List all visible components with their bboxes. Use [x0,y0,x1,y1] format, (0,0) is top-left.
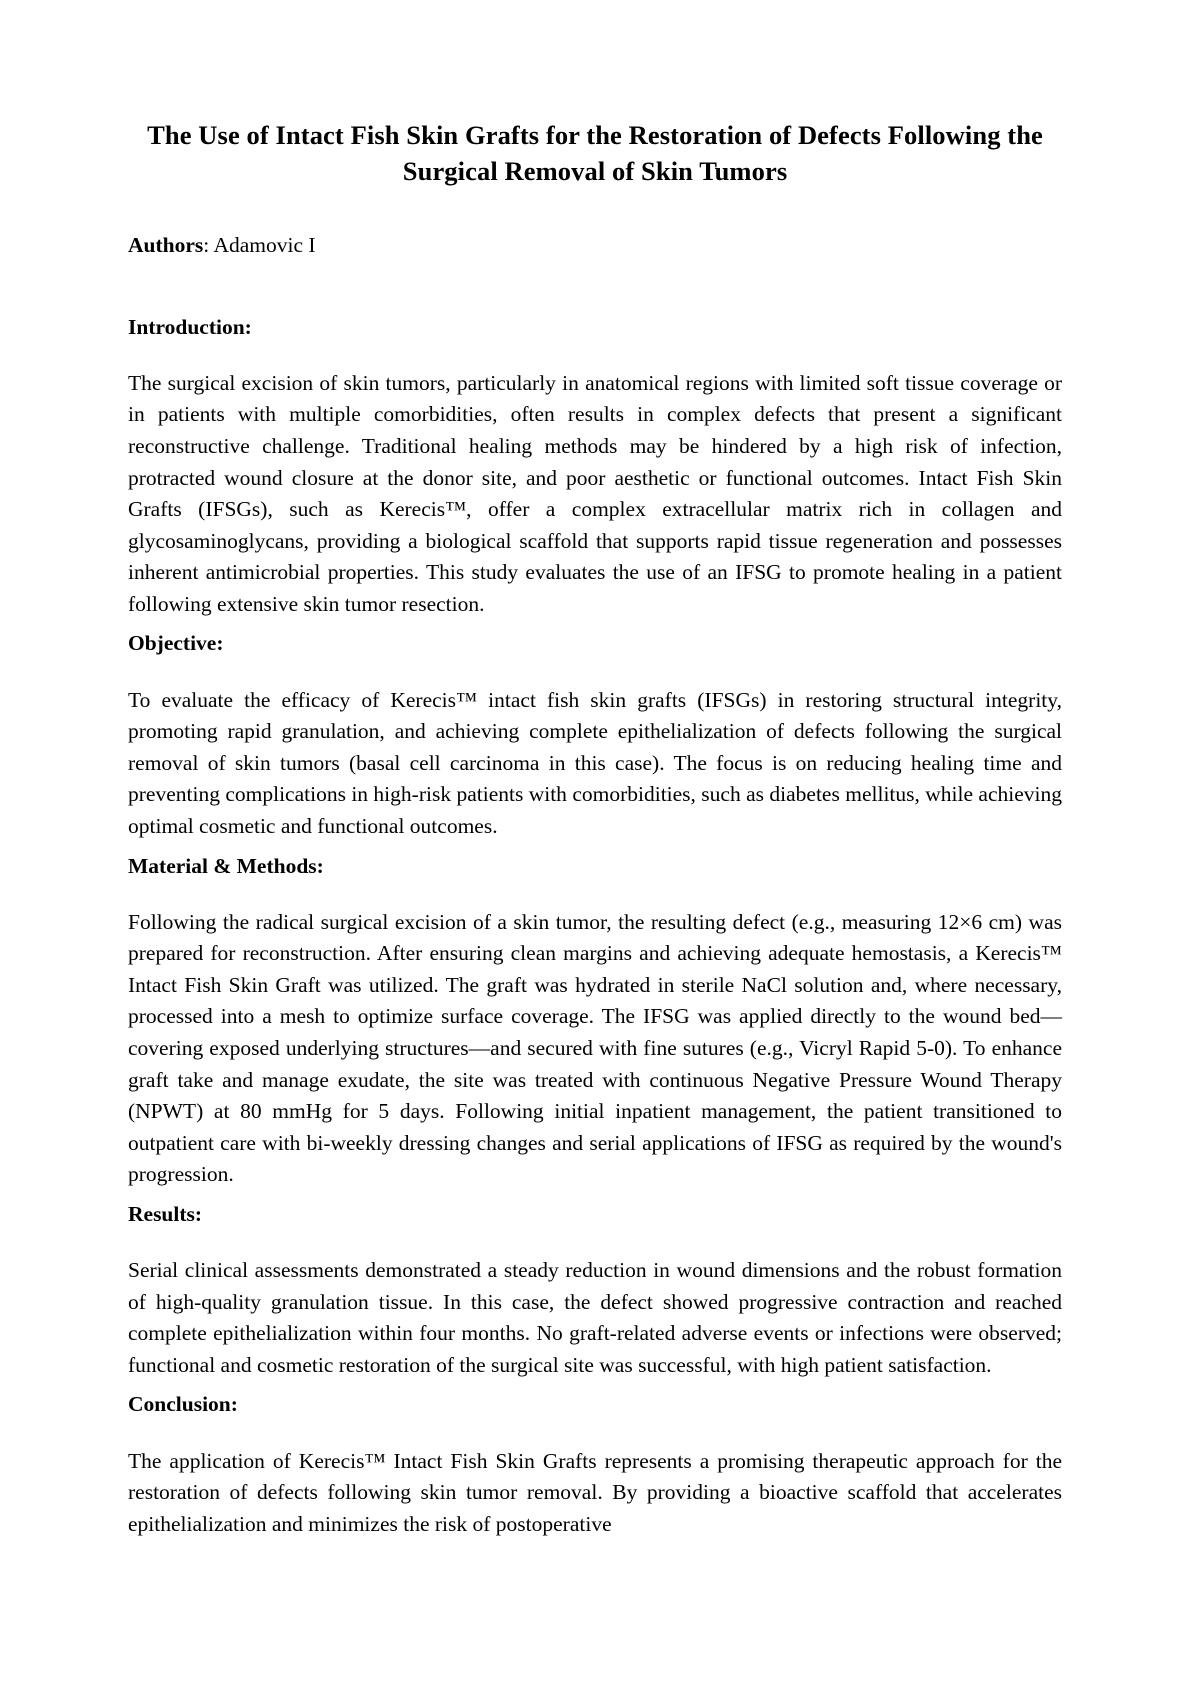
section-introduction [128,312,1062,621]
section-body-objective: To evaluate the efficacy of Kerecis™ intact fish skin grafts (IFSGs) in restoring structural integrity, promoting rapid granulation, and achieving complete epithelialization of defects following the surgical removal of skin tumors (basal cell carcinoma in this case). The focus is on reducing healing time and preventing complications in high-risk patients with comorbidities, such as diabetes mellitus, while achieving optimal cosmetic and functional outcomes. [128,687,1062,838]
section-body-introduction: The surgical excision of skin tumors, particularly in anatomical regions with limited soft tissue coverage or in patients with multiple comorbidities, often results in complex defects that present a significant reconstructive challenge. Traditional healing methods may be hindered by a high risk of infection, protracted wound closure at the donor site, and poor aesthetic or functional outcomes. Intact Fish Skin Grafts (IFSGs), such as Kerecis™, offer a complex extracellular matrix rich in collagen and glycosaminoglycans, providing a biological scaffold that supports rapid tissue regeneration and possesses inherent antimicrobial properties. This study evaluates the use of an IFSG to promote healing in a patient following extensive skin tumor resection. [128,370,1062,616]
authors-separator: : [203,232,214,257]
section-heading-introduction: Introduction: [128,314,252,339]
section-conclusion [128,1389,1062,1540]
section-heading-results: Results: [128,1201,203,1226]
authors-names: Adamovic I [213,232,316,257]
section-heading-conclusion: Conclusion: [128,1392,238,1417]
section-heading-material-methods: Material & Methods: [128,853,324,878]
authors-label: Authors [128,232,204,257]
section-body-results: Serial clinical assessments demonstrated a steady reduction in wound dimensions and the robust formation of high-quality granulation tissue. In this case, the defect showed progressive contraction and reached complete epithelialization within four months. No graft-related adverse events or infections were observed; functional and cosmetic restoration of the surgical site was successful, with high patient satisfaction. [128,1258,1062,1377]
section-material-methods [128,851,1062,1191]
section-objective [128,628,1062,842]
authors-line [128,230,1062,260]
section-body-conclusion: The application of Kerecis™ Intact Fish Skin Grafts represents a promising therapeutic approach for the restoration of defects following skin tumor removal. By providing a bioactive scaffold that accelerates epithelialization and minimizes the risk of postoperative [128,1448,1062,1536]
section-heading-objective: Objective: [128,631,224,656]
section-body-material-methods: Following the radical surgical excision of a skin tumor, the resulting defect (e.g., measuring 12×6 cm) was prepared for reconstruction. After ensuring clean margins and achieving adequate hemostasis, a Kerecis™ Intact Fish Skin Graft was utilized. The graft was hydrated in sterile NaCl solution and, where necessary, processed into a mesh to optimize surface coverage. The IFSG was applied directly to the wound bed—covering exposed underlying structures—and secured with fine sutures (e.g., Vicryl Rapid 5-0). To enhance graft take and manage exudate, the site was treated with continuous Negative Pressure Wound Therapy (NPWT) at 80 mmHg for 5 days. Following initial inpatient management, the patient transitioned to outpatient care with bi-weekly dressing changes and serial applications of IFSG as required by the wound's progression. [128,909,1062,1187]
section-results [128,1199,1062,1381]
page-title: The Use of Intact Fish Skin Grafts for the Restoration of Defects Following the Surgical Removal of Skin Tumors [147,120,1043,186]
